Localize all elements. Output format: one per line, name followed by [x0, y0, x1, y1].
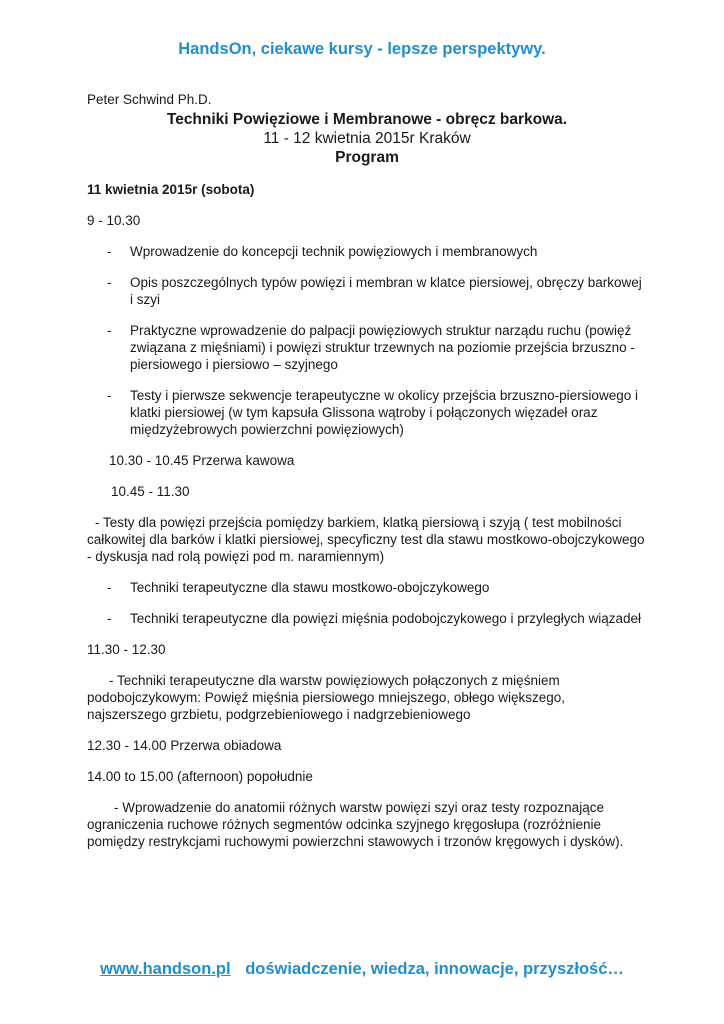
list-item: [87, 610, 647, 627]
coffee-break: 10.30 - 10.45 Przerwa kawowa: [109, 453, 295, 468]
session-3-paragraph: - Techniki terapeutyczne dla warstw powięziowych połączonych z mięśniem podobojczykowym: Powięź mięśnia piersiowego mniejszego, obłego większego, najszerszego grzbietu, podgrzebieniowego i nadgrzebieniowego: [87, 673, 565, 722]
footer-banner: [0, 960, 724, 979]
list-item-text: Praktyczne wprowadzenie do palpacji powięziowych struktur narządu ruchu (powięź związana z mięśniami) i powięzi struktur trzewnych na poziomie przejścia brzuszno - piersiowego i piersiowo – szyjnego: [130, 323, 635, 372]
list-item-text: Techniki terapeutyczne dla stawu mostkowo-obojczykowego: [130, 580, 490, 595]
dash-marker: -: [107, 244, 112, 259]
list-item-text: Opis poszczególnych typów powięzi i membran w klatce piersiowej, obręczy barkowej i szyi: [130, 275, 642, 307]
session-1-list: [87, 243, 647, 438]
time-slot-1: 9 - 10.30: [87, 213, 141, 228]
dash-marker: -: [107, 323, 112, 338]
dash-marker: -: [107, 388, 112, 403]
time-slot-3: 11.30 - 12.30: [87, 642, 166, 657]
list-item: [87, 387, 647, 438]
footer-slogan: doświadczenie, wiedza, innowacje, przyszłość…: [245, 960, 624, 978]
list-item-text: Wprowadzenie do koncepcji technik powięziowych i membranowych: [130, 244, 538, 259]
time-slot-4: 14.00 to 15.00 (afternoon) popołudnie: [87, 769, 313, 784]
dash-marker: -: [107, 275, 112, 290]
program-content: [87, 91, 647, 850]
list-item-text: Testy i pierwsze sekwencje terapeutyczne w okolicy przejścia brzuszno-piersiowego i klatki piersiowej (w tym kapsuła Glissona wątroby i połączonych więzadeł oraz międzyżebrowych powierzchni powięziowych): [130, 388, 638, 437]
dash-marker: -: [107, 611, 112, 626]
author: Peter Schwind Ph.D.: [87, 92, 212, 107]
dash-marker: -: [107, 580, 112, 595]
list-item: [87, 274, 647, 308]
website-link[interactable]: www.handson.pl: [100, 960, 231, 978]
program-heading: Program: [335, 149, 399, 166]
lunch-break: 12.30 - 14.00 Przerwa obiadowa: [87, 738, 282, 753]
course-title: Techniki Powięziowe i Membranowe - obręcz barkowa.: [166, 111, 568, 128]
session-4-paragraph: - Wprowadzenie do anatomii różnych warstw powięzi szyi oraz testy rozpoznające ograniczenia ruchowe różnych segmentów odcinka szyjnego kręgosłupa (rozróżnienie pomiędzy restrykcjami ruchowymi powierzchni stawowych i trzonów kręgowych i dysków).: [87, 800, 624, 849]
header-tagline: HandsOn, ciekawe kursy - lepsze perspektywy.: [178, 40, 546, 58]
course-dates: 11 - 12 kwietnia 2015r Kraków: [263, 130, 471, 147]
list-item: [87, 243, 647, 260]
list-item: [87, 322, 647, 373]
list-item: [87, 579, 647, 596]
session-2-list: [87, 579, 647, 627]
time-slot-2: 10.45 - 11.30: [111, 484, 190, 499]
list-item-text: Techniki terapeutyczne dla powięzi mięśnia podobojczykowego i przyległych wiązadeł: [130, 611, 642, 626]
session-2-paragraph: - Testy dla powięzi przejścia pomiędzy barkiem, klatką piersiową i szyją ( test mobilności całkowitej dla barków i klatki piersiowej, specyficzny test dla stawu mostkowo-obojczykowego - dyskusja nad rolą powięzi pod m. naramiennym): [87, 515, 645, 564]
day-heading: 11 kwietnia 2015r (sobota): [87, 182, 255, 197]
